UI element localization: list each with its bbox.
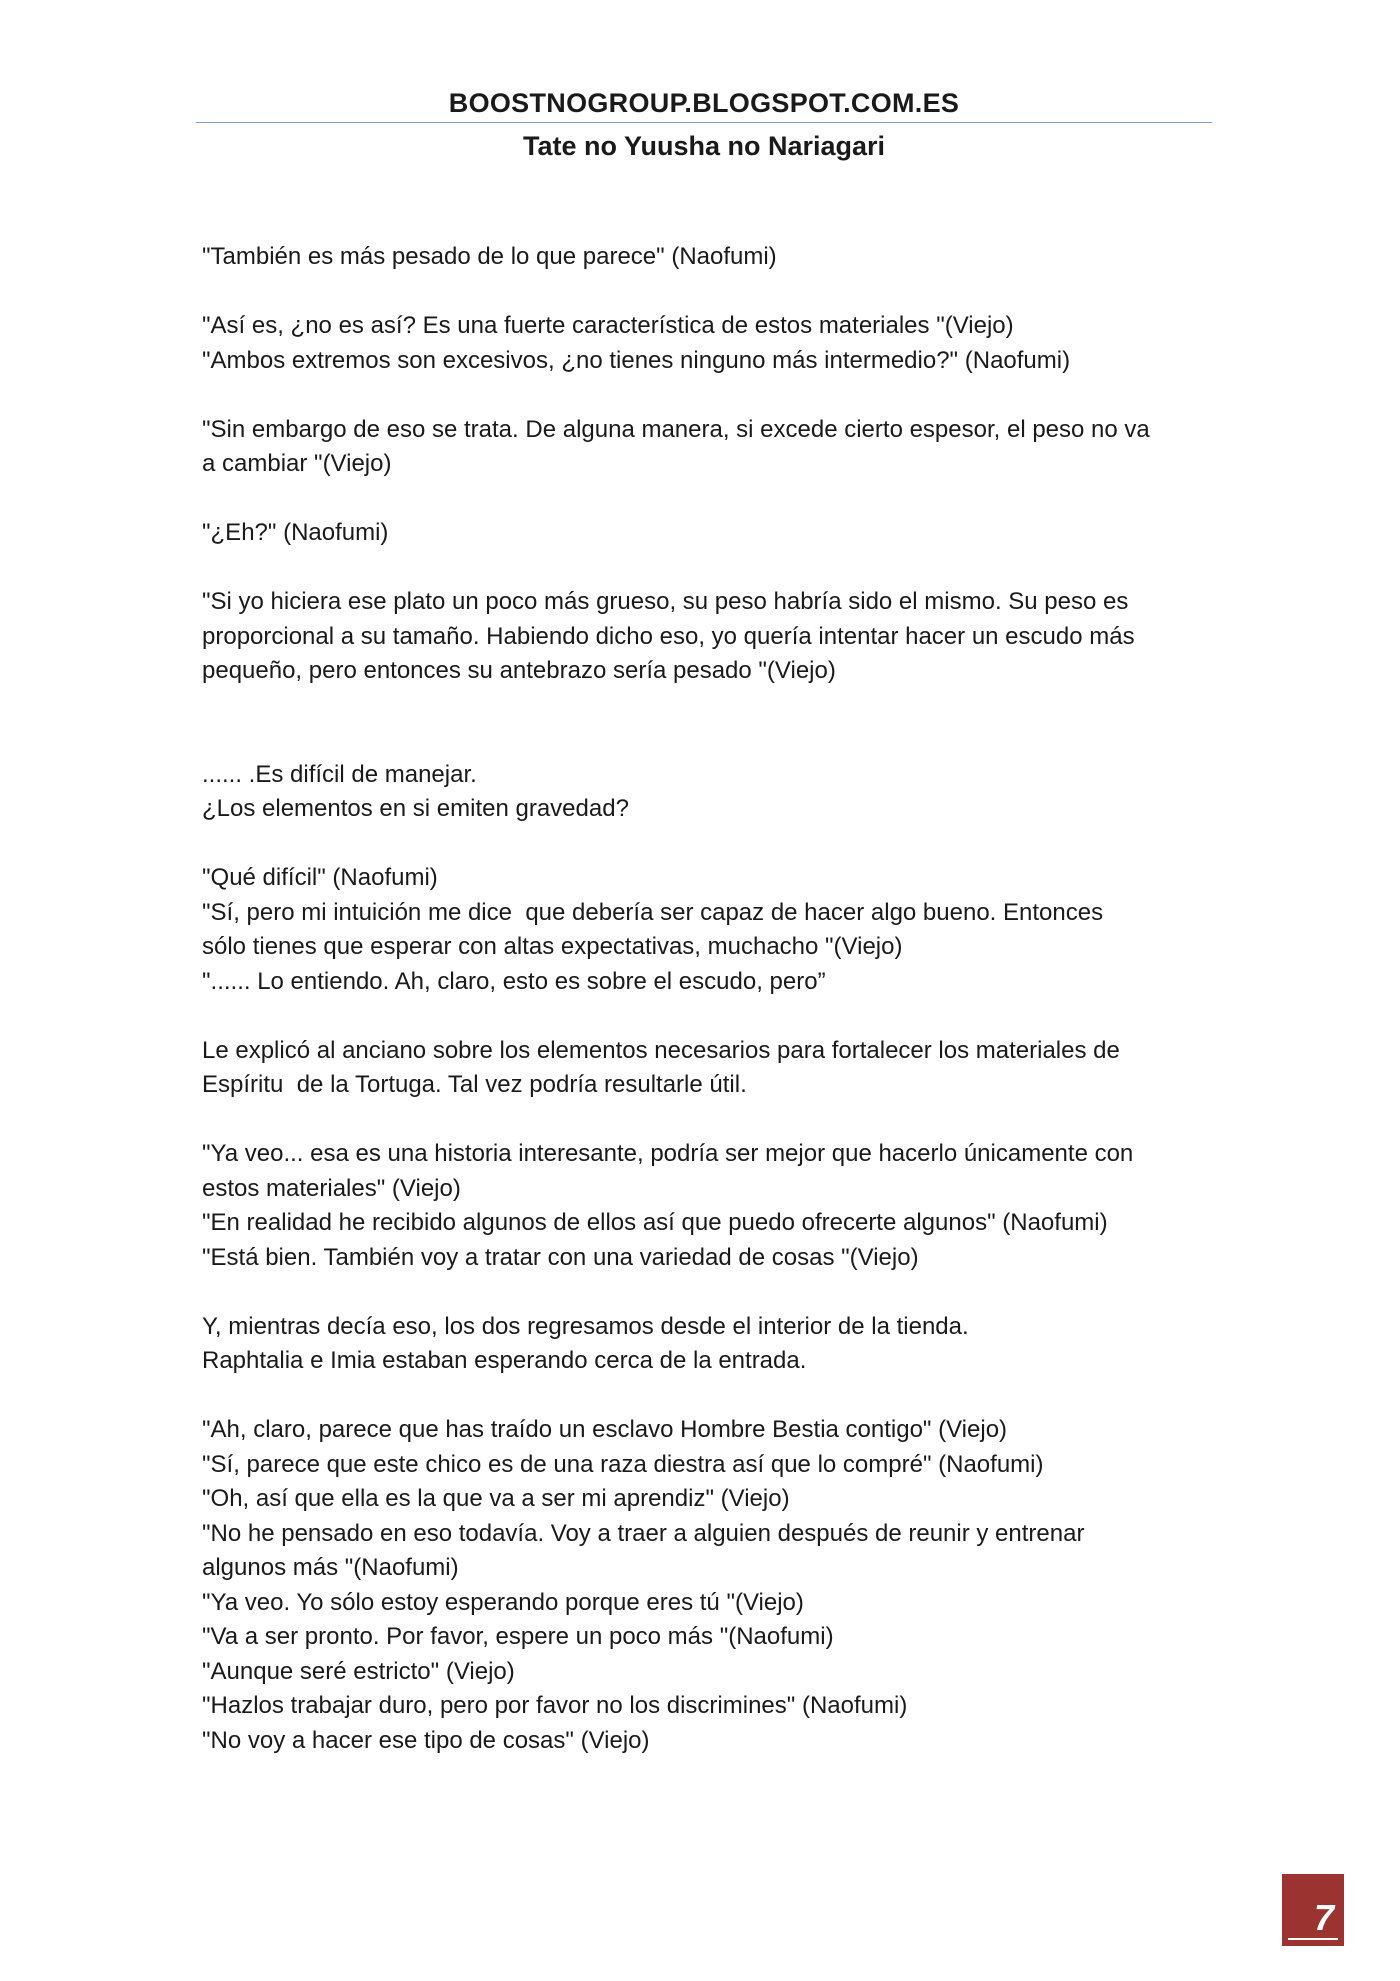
text-line: Espíritu de la Tortuga. Tal vez podría resultarle útil. — [202, 1071, 747, 1098]
text-line: sólo tienes que esperar con altas expectativas, muchacho "(Viejo) — [202, 933, 903, 960]
page-number-badge — [1282, 1874, 1344, 1946]
text-line: "Sin embargo de eso se trata. De alguna manera, si excede cierto espesor, el peso no va — [202, 415, 1150, 443]
paragraph — [202, 1137, 1212, 1275]
text-line: "Sí, parece que este chico es de una raza diestra así que lo compré" (Naofumi) — [202, 1450, 1044, 1478]
page-number-underline — [1288, 1938, 1338, 1940]
text-line: "Ah, claro, parece que has traído un esclavo Hombre Bestia contigo" (Viejo) — [202, 1416, 1008, 1443]
text-line: "Ya veo. Yo sólo estoy esperando porque eres tú "(Viejo) — [202, 1588, 804, 1616]
text-line: pequeño, pero entonces su antebrazo sería pesado "(Viejo) — [202, 657, 836, 684]
text-line: estos materiales" (Viejo) — [202, 1174, 461, 1202]
text-line: ¿Los elementos en si emiten gravedad? — [202, 795, 629, 822]
text-line: algunos más "(Naofumi) — [202, 1554, 459, 1581]
text-line: "Va a ser pronto. Por favor, espere un poco más "(Naofumi) — [202, 1623, 834, 1650]
site-url: BOOSTNOGROUP.BLOGSPOT.COM.ES — [448, 88, 960, 118]
text-line: "Ambos extremos son excesivos, ¿no tienes ninguno más intermedio?" (Naofumi) — [202, 346, 1071, 374]
paragraph — [202, 240, 1212, 275]
text-line: "...... Lo entiendo. Ah, claro, esto es sobre el escudo, pero” — [202, 967, 826, 995]
body-text — [202, 240, 1212, 1793]
text-line: "Aunque seré estricto" (Viejo) — [202, 1657, 515, 1685]
text-line: "¿Eh?" (Naofumi) — [202, 519, 389, 546]
book-title: Tate no Yuusha no Nariagari — [522, 131, 886, 161]
text-line: a cambiar "(Viejo) — [202, 450, 392, 477]
paragraph — [202, 1413, 1212, 1758]
paragraph — [202, 1034, 1212, 1103]
paragraph — [202, 585, 1212, 689]
text-line: "Oh, así que ella es la que va a ser mi aprendiz" (Viejo) — [202, 1485, 790, 1512]
paragraph — [202, 758, 1212, 827]
paragraph — [202, 516, 1212, 551]
text-line: "Está bien. También voy a tratar con una variedad de cosas "(Viejo) — [202, 1243, 919, 1271]
text-line: "No he pensado en eso todavía. Voy a traer a alguien después de reunir y entrenar — [202, 1519, 1085, 1547]
text-line: ...... .Es difícil de manejar. — [202, 760, 477, 788]
page-header — [196, 84, 1212, 165]
text-line: "En realidad he recibido algunos de ellos así que puedo ofrecerte algunos" (Naofumi) — [202, 1209, 1108, 1236]
text-line: "Si yo hiciera ese plato un poco más grueso, su peso habría sido el mismo. Su peso es — [202, 588, 1129, 615]
text-line: "Ya veo... esa es una historia interesante, podría ser mejor que hacerlo únicamente con — [202, 1140, 1134, 1167]
paragraph — [202, 1310, 1212, 1379]
text-line: "Hazlos trabajar duro, pero por favor no los discrimines" (Naofumi) — [202, 1692, 908, 1719]
text-line: "No voy a hacer ese tipo de cosas" (Viejo) — [202, 1726, 650, 1754]
text-line: "Sí, pero mi intuición me dice que debería ser capaz de hacer algo bueno. Entonces — [202, 898, 1104, 926]
paragraph — [202, 309, 1212, 378]
text-line: Y, mientras decía eso, los dos regresamos desde el interior de la tienda. — [202, 1312, 969, 1340]
text-line: "También es más pesado de lo que parece" (Naofumi) — [202, 243, 777, 270]
paragraph — [202, 413, 1212, 482]
text-line: Raphtalia e Imia estaban esperando cerca de la entrada. — [202, 1347, 807, 1374]
text-line: proporcional a su tamaño. Habiendo dicho eso, yo quería intentar hacer un escudo más — [202, 622, 1135, 650]
text-line: "Así es, ¿no es así? Es una fuerte característica de estos materiales "(Viejo) — [202, 312, 1014, 339]
header-divider — [196, 122, 1212, 123]
text-line: Le explicó al anciano sobre los elementos necesarios para fortalecer los materiales de — [202, 1036, 1120, 1064]
paragraph — [202, 861, 1212, 999]
text-line: "Qué difícil" (Naofumi) — [202, 864, 438, 891]
page-number: 7 — [1313, 1897, 1334, 1938]
